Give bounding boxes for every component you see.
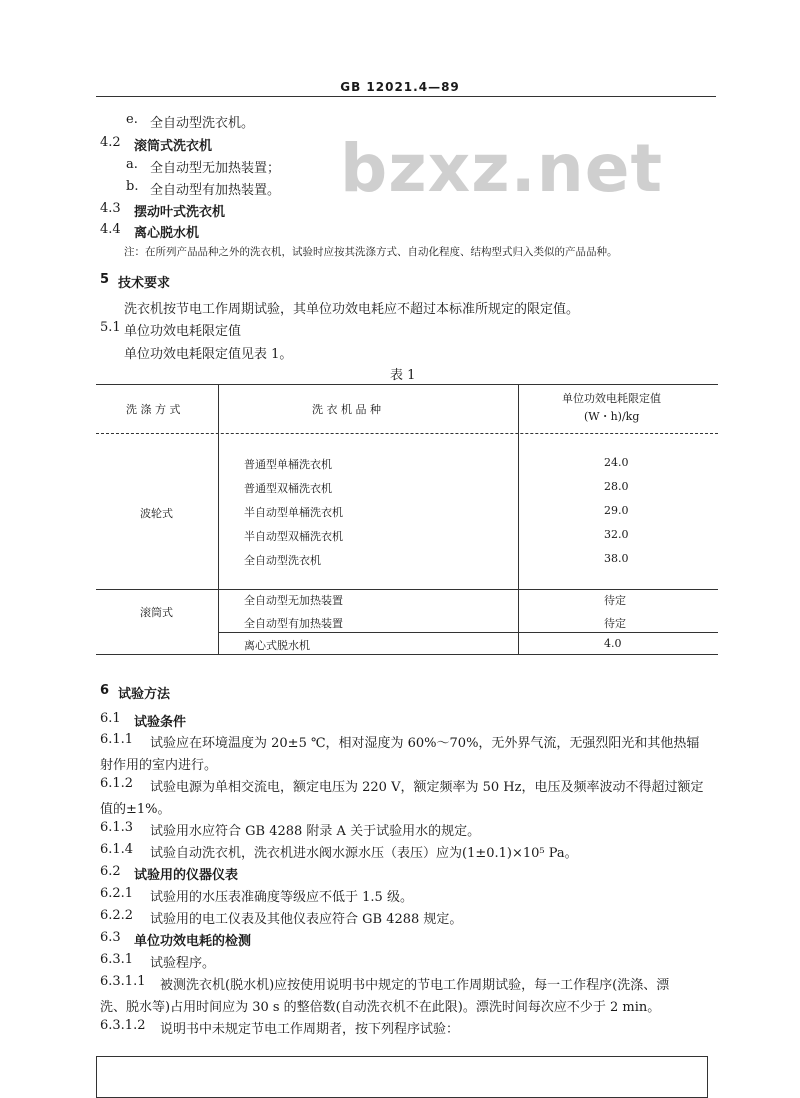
section-5-number: 5 xyxy=(100,272,110,287)
table-product-cell: 普通型单桶洗衣机 xyxy=(244,458,332,471)
table-row-rule xyxy=(218,632,718,633)
section-6-1-4-text: 试验自动洗衣机，洗衣机进水阀水源水压（表压）应为(1±0.1)×10⁵ Pa。 xyxy=(150,846,578,861)
section-4-2-number: 4.2 xyxy=(100,135,121,150)
table-header-rule xyxy=(96,433,718,434)
section-4-3-number: 4.3 xyxy=(100,201,121,216)
table-product-cell: 普通型双桶洗衣机 xyxy=(244,482,332,495)
section-6-3-1-2-number: 6.3.1.2 xyxy=(100,1018,146,1033)
section-5-title: 技术要求 xyxy=(118,276,171,291)
section-4-4-title: 离心脱水机 xyxy=(134,226,200,241)
table-value-cell: 38.0 xyxy=(604,552,629,565)
section-6-3-1-2-text: 说明书中未规定节电工作周期者，按下列程序试验： xyxy=(160,1022,460,1037)
section-6-number: 6 xyxy=(100,683,110,698)
section-6-1-2-line1: 试验电源为单相交流电，额定电压为 220 V，额定频率为 50 Hz，电压及频率波动不得超过额定 xyxy=(150,780,704,795)
section-5-1-number: 5.1 xyxy=(100,320,121,335)
section-6-3-1-1-line1: 被测洗衣机(脱水机)应按使用说明书中规定的节电工作周期试验，每一工作程序(洗涤、漂 xyxy=(160,978,670,993)
section-6-2-title: 试验用的仪器仪表 xyxy=(134,868,239,883)
table-value-cell: 4.0 xyxy=(604,637,622,650)
section-6-3-number: 6.3 xyxy=(100,930,121,945)
section-6-3-1-number: 6.3.1 xyxy=(100,952,134,967)
section-6-2-2-text: 试验用的电工仪表及其他仪表应符合 GB 4288 规定。 xyxy=(150,912,463,927)
section-6-2-1-text: 试验用的水压表准确度等级应不低于 1.5 级。 xyxy=(150,890,413,905)
section-4-2-title: 滚筒式洗衣机 xyxy=(134,139,213,154)
document-code-header: GB 12021.4—89 xyxy=(340,80,460,94)
table-top-border xyxy=(96,384,718,385)
table-value-cell: 28.0 xyxy=(604,480,629,493)
section-6-1-3-number: 6.1.3 xyxy=(100,820,134,835)
header-rule xyxy=(96,96,716,97)
watermark: bzxz.net xyxy=(340,130,664,207)
section-6-1-number: 6.1 xyxy=(100,711,121,726)
table-caption: 表 1 xyxy=(390,368,416,383)
section-6-2-1-number: 6.2.1 xyxy=(100,886,134,901)
table-header-value: 单位功效电耗限定值 xyxy=(562,392,661,405)
section-6-1-2-number: 6.1.2 xyxy=(100,776,134,791)
table-product-cell: 全自动型洗衣机 xyxy=(244,554,321,567)
section-5-1-title: 单位功效电耗限定值 xyxy=(124,324,242,339)
section-6-3-1-1-line2: 洗、脱水等)占用时间应为 30 s 的整倍数(自动洗衣机不在此限)。漂洗时间每次应不少于 2 min。 xyxy=(100,1000,661,1015)
section-4-3-title: 摆动叶式洗衣机 xyxy=(134,205,226,220)
section-6-1-4-number: 6.1.4 xyxy=(100,842,134,857)
table-value-cell: 待定 xyxy=(604,617,626,630)
table-value-cell: 待定 xyxy=(604,594,626,607)
table-product-cell: 半自动型单桶洗衣机 xyxy=(244,506,343,519)
section-6-title: 试验方法 xyxy=(118,687,171,702)
section-6-1-2-line2: 值的±1%。 xyxy=(100,802,171,817)
section-5-1-text: 单位功效电耗限定值见表 1。 xyxy=(124,347,293,362)
table-value-cell: 24.0 xyxy=(604,456,629,469)
table-header-method: 洗 涤 方 式 xyxy=(126,403,181,416)
table-product-cell: 全自动型有加热装置 xyxy=(244,617,343,630)
table-method-cell: 滚筒式 xyxy=(140,606,173,619)
section-6-2-2-number: 6.2.2 xyxy=(100,908,134,923)
list-item-e-label: e. xyxy=(126,112,138,127)
bottom-frame xyxy=(96,1056,708,1098)
table-value-cell: 29.0 xyxy=(604,504,629,517)
table-bottom-border xyxy=(96,654,718,655)
table-product-cell: 离心式脱水机 xyxy=(244,639,310,652)
note-text: 注：在所列产品品种之外的洗衣机，试验时应按其洗涤方式、自动化程度、结构型式归入类似的产品品种。 xyxy=(124,246,618,258)
table-header-unit: (W・h)/kg xyxy=(584,410,640,423)
table-product-cell: 全自动型无加热装置 xyxy=(244,594,343,607)
table-group-rule xyxy=(96,589,718,590)
section-6-1-1-line2: 射作用的室内进行。 xyxy=(100,758,218,773)
section-6-1-1-number: 6.1.1 xyxy=(100,732,134,747)
list-item-e-text: 全自动型洗衣机。 xyxy=(150,116,255,131)
list-item-a-text: 全自动型无加热装置； xyxy=(150,161,281,176)
section-6-3-1-text: 试验程序。 xyxy=(150,956,216,971)
section-4-4-number: 4.4 xyxy=(100,222,121,237)
table-header-product: 洗 衣 机 品 种 xyxy=(312,403,381,416)
table-product-cell: 半自动型双桶洗衣机 xyxy=(244,530,343,543)
section-6-1-title: 试验条件 xyxy=(134,715,187,730)
list-item-a-label: a. xyxy=(126,157,138,172)
section-6-3-1-1-number: 6.3.1.1 xyxy=(100,974,146,989)
table-value-cell: 32.0 xyxy=(604,528,629,541)
section-5-intro: 洗衣机按节电工作周期试验，其单位功效电耗应不超过本标准所规定的限定值。 xyxy=(124,302,580,317)
table-col-divider-1 xyxy=(218,384,219,654)
section-6-2-number: 6.2 xyxy=(100,864,121,879)
section-6-3-title: 单位功效电耗的检测 xyxy=(134,934,252,949)
table-method-cell: 波轮式 xyxy=(140,507,173,520)
section-6-1-1-line1: 试验应在环境温度为 20±5 ℃，相对湿度为 60%～70%，无外界气流，无强烈阳光和其他热辐 xyxy=(150,736,700,751)
list-item-b-text: 全自动型有加热装置。 xyxy=(150,183,281,198)
list-item-b-label: b. xyxy=(126,179,139,194)
section-6-1-3-text: 试验用水应符合 GB 4288 附录 A 关于试验用水的规定。 xyxy=(150,824,481,839)
table-col-divider-2 xyxy=(518,384,519,654)
